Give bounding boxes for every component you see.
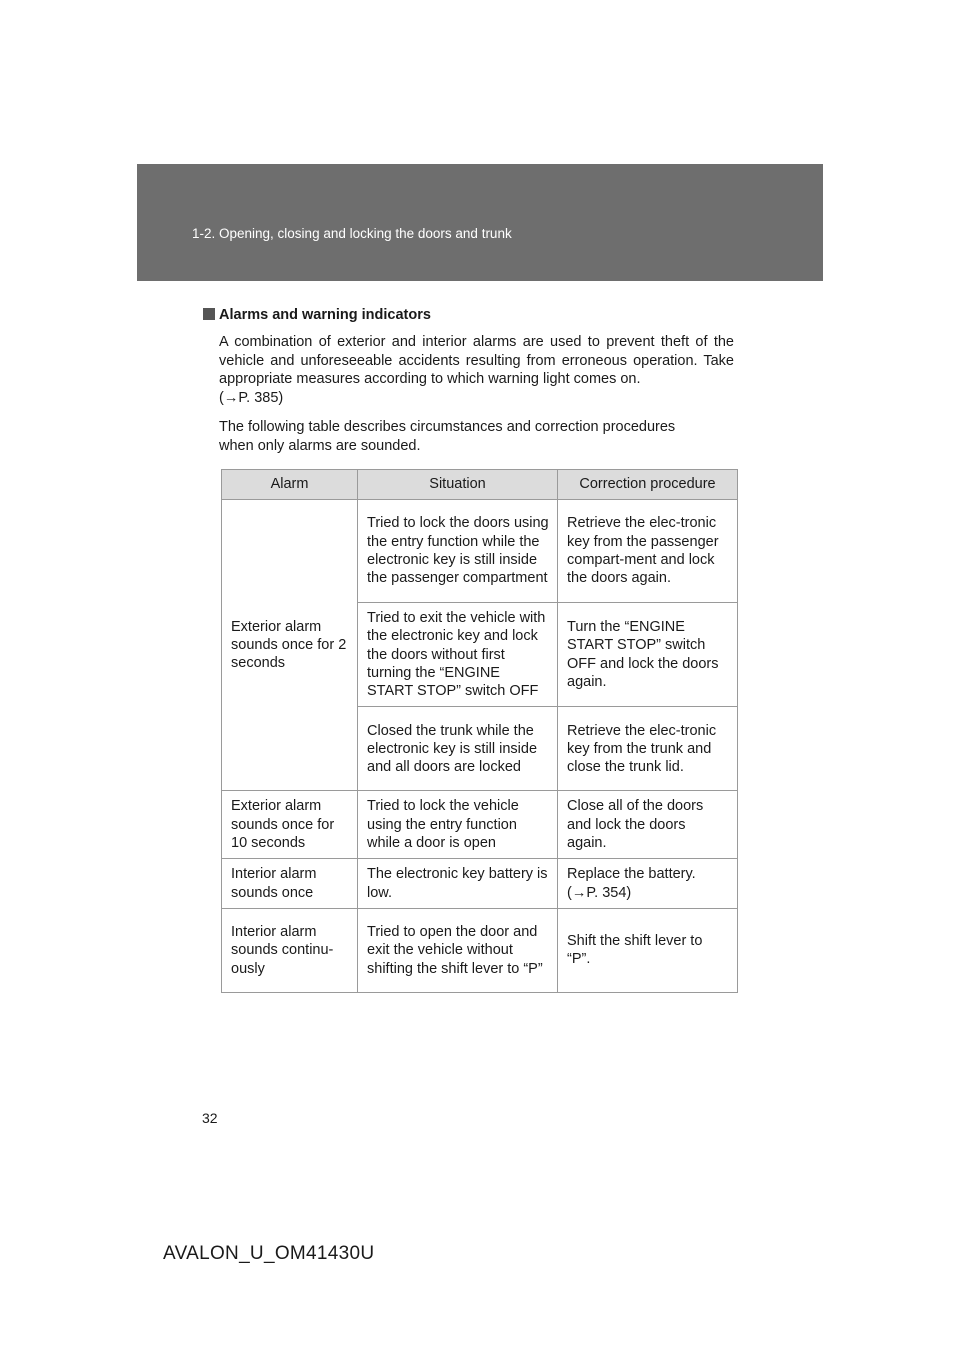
correction-cell: Retrieve the elec-tronic key from the passenger compart-ment and lock the doors again. <box>558 500 738 603</box>
table-description <box>219 418 734 455</box>
header-bar <box>137 164 823 281</box>
section-title <box>203 307 431 323</box>
correction-cell: Shift the shift lever to “P”. <box>558 908 738 992</box>
alarm-cell: Interior alarm sounds once <box>222 859 358 909</box>
header-alarm: Alarm <box>222 470 358 500</box>
header-correction: Correction procedure <box>558 470 738 500</box>
table-row <box>222 500 738 603</box>
table-row <box>222 791 738 859</box>
correction-cell: Retrieve the elec-tronic key from the trunk and close the trunk lid. <box>558 707 738 791</box>
table-description-end: when only alarms are sounded. <box>219 437 421 454</box>
header-situation: Situation <box>358 470 558 500</box>
document-code: AVALON_U_OM41430U <box>163 1243 375 1264</box>
table-row <box>222 908 738 992</box>
situation-cell: Tried to exit the vehicle with the electronic key and lock the doors without first turning the “ENGINE START STOP” switch OFF <box>358 603 558 707</box>
correction-cell: Replace the battery. (→P. 354) <box>558 859 738 909</box>
table-description-text: The following table describes circumstances and correction procedures <box>219 419 676 435</box>
table-header-row <box>222 470 738 500</box>
alarm-cell: Interior alarm sounds continu-ously <box>222 908 358 992</box>
alarm-cell: Exterior alarm sounds once for 2 seconds <box>222 500 358 791</box>
situation-cell: Closed the trunk while the electronic key is still inside and all doors are locked <box>358 707 558 791</box>
correction-cell: Turn the “ENGINE START STOP” switch OFF and lock the doors again. <box>558 603 738 707</box>
correction-cell: Close all of the doors and lock the doors again. <box>558 791 738 859</box>
intro-text: A combination of exterior and interior alarms are used to prevent theft of the vehicle and unforeseeable accidents resulting from erroneous operation. Take appropriate measures according to which warning light comes on. <box>219 334 734 387</box>
table-row <box>222 859 738 909</box>
page-number: 32 <box>202 1110 218 1126</box>
situation-cell: Tried to open the door and exit the vehicle without shifting the shift lever to “P” <box>358 908 558 992</box>
situation-cell: Tried to lock the doors using the entry function while the electronic key is still inside the passenger compartment <box>358 500 558 603</box>
intro-paragraph <box>219 333 734 407</box>
alarms-table <box>221 469 738 993</box>
alarm-cell: Exterior alarm sounds once for 10 seconds <box>222 791 358 859</box>
breadcrumb: 1-2. Opening, closing and locking the doors and trunk <box>192 226 512 241</box>
situation-cell: The electronic key battery is low. <box>358 859 558 909</box>
section-title-text: Alarms and warning indicators <box>219 307 431 323</box>
situation-cell: Tried to lock the vehicle using the entry function while a door is open <box>358 791 558 859</box>
intro-page-reference: (→P. 385) <box>219 389 284 406</box>
bullet-square-icon <box>203 308 215 320</box>
